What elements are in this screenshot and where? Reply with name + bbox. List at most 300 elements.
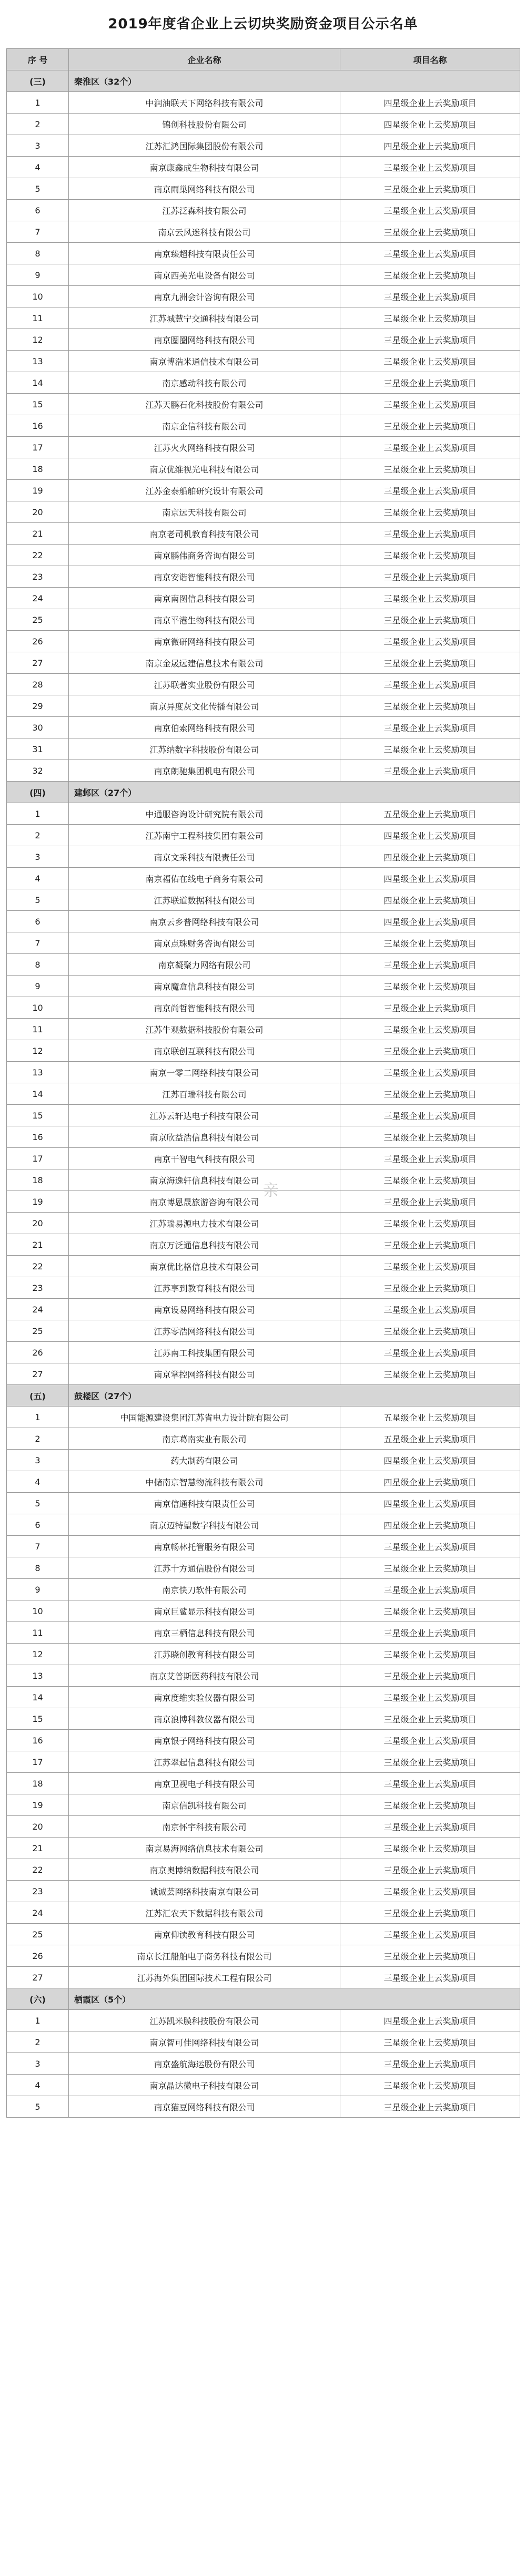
row-index: 9	[7, 1579, 69, 1600]
row-index: 10	[7, 286, 69, 307]
table-row	[7, 954, 520, 976]
section-label: (四)	[7, 782, 69, 803]
table-row	[7, 825, 520, 846]
row-index: 26	[7, 631, 69, 652]
table-row	[7, 1277, 520, 1299]
table-row	[7, 1924, 520, 1945]
row-index: 4	[7, 868, 69, 889]
table-row	[7, 1859, 520, 1881]
table-row	[7, 1945, 520, 1967]
project-name: 三星级企业上云奖励项目	[340, 1536, 520, 1557]
table-row	[7, 437, 520, 458]
project-name: 五星级企业上云奖励项目	[340, 1428, 520, 1450]
project-name: 三星级企业上云奖励项目	[340, 1622, 520, 1644]
company-name: 南京雨巢网络科技有限公司	[69, 178, 340, 200]
company-name: 南京安谐智能科技有限公司	[69, 566, 340, 588]
row-index: 18	[7, 1773, 69, 1794]
company-name: 江苏享到教育科技有限公司	[69, 1277, 340, 1299]
table-row	[7, 2010, 520, 2031]
project-name: 三星级企业上云奖励项目	[340, 157, 520, 178]
row-index: 5	[7, 2096, 69, 2118]
project-name: 三星级企业上云奖励项目	[340, 264, 520, 286]
table-row	[7, 221, 520, 243]
table-row	[7, 372, 520, 394]
company-name: 南京智可佳网络科技有限公司	[69, 2031, 340, 2053]
company-name: 南京福佑在线电子商务有限公司	[69, 868, 340, 889]
project-name: 三星级企业上云奖励项目	[340, 652, 520, 674]
row-index: 32	[7, 760, 69, 782]
table-row	[7, 286, 520, 307]
project-name: 三星级企业上云奖励项目	[340, 1299, 520, 1320]
project-name: 三星级企业上云奖励项目	[340, 674, 520, 695]
project-name: 三星级企业上云奖励项目	[340, 1945, 520, 1967]
company-name: 南京艾普斯医药科技有限公司	[69, 1665, 340, 1687]
table-row	[7, 1126, 520, 1148]
row-index: 6	[7, 1514, 69, 1536]
table-row	[7, 997, 520, 1019]
company-name: 江苏南工科技集团有限公司	[69, 1342, 340, 1363]
company-name: 南京盛航海运股份有限公司	[69, 2053, 340, 2075]
project-name: 三星级企业上云奖励项目	[340, 738, 520, 760]
company-name: 中润油联天下网络科技有限公司	[69, 92, 340, 114]
table-row	[7, 1256, 520, 1277]
project-name: 三星级企业上云奖励项目	[340, 1644, 520, 1665]
table-row	[7, 1579, 520, 1600]
row-index: 19	[7, 1191, 69, 1213]
section-row	[7, 1988, 520, 2010]
project-name: 三星级企业上云奖励项目	[340, 1924, 520, 1945]
table-row	[7, 566, 520, 588]
company-name: 南京欣益浩信息科技有限公司	[69, 1126, 340, 1148]
row-index: 25	[7, 1320, 69, 1342]
row-index: 19	[7, 480, 69, 501]
company-name: 江苏汇鸿国际集团股份有限公司	[69, 135, 340, 157]
row-index: 11	[7, 1622, 69, 1644]
company-name: 南京鹏伟商务咨询有限公司	[69, 545, 340, 566]
table-row	[7, 631, 520, 652]
project-name: 三星级企业上云奖励项目	[340, 1665, 520, 1687]
section-row	[7, 782, 520, 803]
row-index: 15	[7, 394, 69, 415]
table-row	[7, 307, 520, 329]
project-name: 三星级企业上云奖励项目	[340, 609, 520, 631]
row-index: 15	[7, 1708, 69, 1730]
page-title: 2019年度省企业上云切块奖励资金项目公示名单	[108, 16, 418, 32]
row-index: 12	[7, 1644, 69, 1665]
project-name: 三星级企业上云奖励项目	[340, 1859, 520, 1881]
company-name: 南京凝聚力网络有限公司	[69, 954, 340, 976]
row-index: 5	[7, 178, 69, 200]
section-row	[7, 1385, 520, 1407]
project-name: 三星级企业上云奖励项目	[340, 415, 520, 437]
table-row	[7, 1320, 520, 1342]
row-index: 24	[7, 1299, 69, 1320]
row-index: 13	[7, 351, 69, 372]
company-name: 中通服咨询设计研究院有限公司	[69, 803, 340, 825]
company-name: 江苏联道数据科技有限公司	[69, 889, 340, 911]
company-name: 南京浪博科教仪器有限公司	[69, 1708, 340, 1730]
row-index: 9	[7, 264, 69, 286]
row-index: 27	[7, 1363, 69, 1385]
company-name: 南京海逸轩信息科技有限公司	[69, 1169, 340, 1191]
table-row	[7, 889, 520, 911]
project-name: 五星级企业上云奖励项目	[340, 1407, 520, 1428]
table-row	[7, 243, 520, 264]
table-row	[7, 760, 520, 782]
table-row	[7, 717, 520, 738]
row-index: 20	[7, 501, 69, 523]
section-district-name: 秦淮区（32个）	[69, 70, 520, 92]
row-index: 17	[7, 1148, 69, 1169]
table-row	[7, 1536, 520, 1557]
row-index: 22	[7, 545, 69, 566]
project-name: 四星级企业上云奖励项目	[340, 1450, 520, 1471]
table-row	[7, 2053, 520, 2075]
company-name: 南京点珠财务咨询有限公司	[69, 932, 340, 954]
row-index: 30	[7, 717, 69, 738]
project-name: 三星级企业上云奖励项目	[340, 1256, 520, 1277]
table-row	[7, 911, 520, 932]
table-row	[7, 415, 520, 437]
table-row	[7, 1730, 520, 1751]
section-label: (三)	[7, 70, 69, 92]
project-name: 三星级企业上云奖励项目	[340, 2096, 520, 2118]
company-name: 南京优维视光电科技有限公司	[69, 458, 340, 480]
row-index: 12	[7, 1040, 69, 1062]
company-name: 诚诚芸网络科技南京有限公司	[69, 1881, 340, 1902]
row-index: 17	[7, 1751, 69, 1773]
table-row	[7, 1342, 520, 1363]
project-name: 三星级企业上云奖励项目	[340, 351, 520, 372]
project-name: 三星级企业上云奖励项目	[340, 329, 520, 351]
project-name: 三星级企业上云奖励项目	[340, 1019, 520, 1040]
company-name: 南京魔盒信息科技有限公司	[69, 976, 340, 997]
project-name: 三星级企业上云奖励项目	[340, 1751, 520, 1773]
company-name: 江苏城慧宁交通科技有限公司	[69, 307, 340, 329]
row-index: 7	[7, 1536, 69, 1557]
table-row	[7, 1708, 520, 1730]
table-row	[7, 351, 520, 372]
company-name: 江苏云轩达电子科技有限公司	[69, 1105, 340, 1126]
project-name: 三星级企业上云奖励项目	[340, 1708, 520, 1730]
table-row	[7, 1234, 520, 1256]
row-index: 16	[7, 1730, 69, 1751]
row-index: 26	[7, 1945, 69, 1967]
company-name: 南京远天科技有限公司	[69, 501, 340, 523]
project-name: 三星级企业上云奖励项目	[340, 997, 520, 1019]
section-row	[7, 70, 520, 92]
project-name: 五星级企业上云奖励项目	[340, 803, 520, 825]
row-index: 6	[7, 200, 69, 221]
section-label: (五)	[7, 1385, 69, 1407]
company-name: 南京异度灰文化传播有限公司	[69, 695, 340, 717]
project-name: 四星级企业上云奖励项目	[340, 135, 520, 157]
project-name: 三星级企业上云奖励项目	[340, 480, 520, 501]
row-index: 22	[7, 1859, 69, 1881]
project-name: 四星级企业上云奖励项目	[340, 825, 520, 846]
company-name: 南京信凯科技有限公司	[69, 1794, 340, 1816]
project-name: 四星级企业上云奖励项目	[340, 889, 520, 911]
company-name: 南京一零二网络科技有限公司	[69, 1062, 340, 1083]
row-index: 25	[7, 609, 69, 631]
row-index: 21	[7, 523, 69, 545]
row-index: 7	[7, 932, 69, 954]
row-index: 24	[7, 1902, 69, 1924]
project-name: 三星级企业上云奖励项目	[340, 1881, 520, 1902]
company-list-table	[6, 48, 520, 2118]
company-name: 南京掌控网络科技有限公司	[69, 1363, 340, 1385]
company-name: 药大制药有限公司	[69, 1450, 340, 1471]
table-row	[7, 738, 520, 760]
table-row	[7, 1687, 520, 1708]
company-name: 南京三栖信息科技有限公司	[69, 1622, 340, 1644]
company-name: 江苏零浩网络科技有限公司	[69, 1320, 340, 1342]
company-name: 南京迈特望数字科技有限公司	[69, 1514, 340, 1536]
project-name: 三星级企业上云奖励项目	[340, 243, 520, 264]
row-index: 14	[7, 1687, 69, 1708]
table-row	[7, 1213, 520, 1234]
project-name: 三星级企业上云奖励项目	[340, 717, 520, 738]
table-row	[7, 846, 520, 868]
table-row	[7, 803, 520, 825]
company-name: 南京微研网络科技有限公司	[69, 631, 340, 652]
row-index: 25	[7, 1924, 69, 1945]
table-row	[7, 588, 520, 609]
company-name: 江苏凯米膜科技股份有限公司	[69, 2010, 340, 2031]
company-name: 南京云乡普网络科技有限公司	[69, 911, 340, 932]
company-name: 中储南京智慧物流科技有限公司	[69, 1471, 340, 1493]
table-row	[7, 1794, 520, 1816]
row-index: 9	[7, 976, 69, 997]
company-name: 南京银子网络科技有限公司	[69, 1730, 340, 1751]
company-name: 南京感动科技有限公司	[69, 372, 340, 394]
row-index: 1	[7, 92, 69, 114]
company-name: 南京康鑫成生物科技有限公司	[69, 157, 340, 178]
header-company: 企业名称	[69, 49, 340, 70]
project-name: 三星级企业上云奖励项目	[340, 976, 520, 997]
project-name: 三星级企业上云奖励项目	[340, 372, 520, 394]
row-index: 5	[7, 889, 69, 911]
table-row	[7, 1622, 520, 1644]
row-index: 13	[7, 1062, 69, 1083]
row-index: 10	[7, 997, 69, 1019]
company-name: 南京度维实验仪器有限公司	[69, 1687, 340, 1708]
company-name: 南京南图信息科技有限公司	[69, 588, 340, 609]
company-name: 南京西美光电设备有限公司	[69, 264, 340, 286]
company-name: 中国能源建设集团江苏省电力设计院有限公司	[69, 1407, 340, 1428]
project-name: 三星级企业上云奖励项目	[340, 1342, 520, 1363]
row-index: 23	[7, 566, 69, 588]
row-index: 6	[7, 911, 69, 932]
company-name: 江苏十方通信股份有限公司	[69, 1557, 340, 1579]
row-index: 3	[7, 846, 69, 868]
project-name: 三星级企业上云奖励项目	[340, 2031, 520, 2053]
project-name: 三星级企业上云奖励项目	[340, 954, 520, 976]
row-index: 1	[7, 803, 69, 825]
project-name: 三星级企业上云奖励项目	[340, 286, 520, 307]
table-row	[7, 1967, 520, 1988]
company-name: 南京老司机教育科技有限公司	[69, 523, 340, 545]
project-name: 三星级企业上云奖励项目	[340, 588, 520, 609]
row-index: 26	[7, 1342, 69, 1363]
row-index: 21	[7, 1838, 69, 1859]
row-index: 11	[7, 307, 69, 329]
project-name: 三星级企业上云奖励项目	[340, 1213, 520, 1234]
project-name: 三星级企业上云奖励项目	[340, 1816, 520, 1838]
table-row	[7, 609, 520, 631]
row-index: 19	[7, 1794, 69, 1816]
row-index: 31	[7, 738, 69, 760]
table-row	[7, 652, 520, 674]
project-name: 四星级企业上云奖励项目	[340, 846, 520, 868]
project-name: 三星级企业上云奖励项目	[340, 1040, 520, 1062]
table-header-row	[7, 49, 520, 70]
section-district-name: 鼓楼区（27个）	[69, 1385, 520, 1407]
table-row	[7, 1363, 520, 1385]
project-name: 四星级企业上云奖励项目	[340, 1471, 520, 1493]
header-project: 项目名称	[340, 49, 520, 70]
project-name: 三星级企业上云奖励项目	[340, 1600, 520, 1622]
table-row	[7, 178, 520, 200]
table-row	[7, 394, 520, 415]
company-name: 江苏瑞易源电力技术有限公司	[69, 1213, 340, 1234]
table-row	[7, 1600, 520, 1622]
row-index: 23	[7, 1881, 69, 1902]
project-name: 三星级企业上云奖励项目	[340, 437, 520, 458]
table-row	[7, 545, 520, 566]
table-row	[7, 480, 520, 501]
project-name: 三星级企业上云奖励项目	[340, 1838, 520, 1859]
project-name: 三星级企业上云奖励项目	[340, 1148, 520, 1169]
company-name: 南京平港生物科技有限公司	[69, 609, 340, 631]
company-name: 南京联创互联科技有限公司	[69, 1040, 340, 1062]
section-label: (六)	[7, 1988, 69, 2010]
project-name: 三星级企业上云奖励项目	[340, 1363, 520, 1385]
company-name: 南京企信科技有限公司	[69, 415, 340, 437]
section-district-name: 栖霞区（5个）	[69, 1988, 520, 2010]
project-name: 三星级企业上云奖励项目	[340, 2075, 520, 2096]
row-index: 3	[7, 135, 69, 157]
row-index: 22	[7, 1256, 69, 1277]
table-row	[7, 200, 520, 221]
table-row	[7, 458, 520, 480]
table-row	[7, 1644, 520, 1665]
row-index: 2	[7, 1428, 69, 1450]
table-row	[7, 1514, 520, 1536]
table-row	[7, 1105, 520, 1126]
project-name: 四星级企业上云奖励项目	[340, 114, 520, 135]
table-row	[7, 2096, 520, 2118]
company-name: 江苏翠起信息科技有限公司	[69, 1751, 340, 1773]
project-name: 四星级企业上云奖励项目	[340, 1493, 520, 1514]
company-name: 南京圈圈网络科技有限公司	[69, 329, 340, 351]
project-name: 三星级企业上云奖励项目	[340, 1234, 520, 1256]
row-index: 2	[7, 2031, 69, 2053]
row-index: 16	[7, 1126, 69, 1148]
project-name: 三星级企业上云奖励项目	[340, 566, 520, 588]
row-index: 28	[7, 674, 69, 695]
project-name: 四星级企业上云奖励项目	[340, 1514, 520, 1536]
project-name: 三星级企业上云奖励项目	[340, 523, 520, 545]
company-name: 锦创科技股份有限公司	[69, 114, 340, 135]
table-row	[7, 1407, 520, 1428]
row-index: 8	[7, 954, 69, 976]
row-index: 16	[7, 415, 69, 437]
table-row	[7, 1040, 520, 1062]
row-index: 1	[7, 2010, 69, 2031]
row-index: 14	[7, 1083, 69, 1105]
company-name: 南京云风迷科技有限公司	[69, 221, 340, 243]
company-name: 江苏南宁工程科技集团有限公司	[69, 825, 340, 846]
row-index: 21	[7, 1234, 69, 1256]
table-row	[7, 1773, 520, 1794]
company-name: 南京文采科技有限责任公司	[69, 846, 340, 868]
project-name: 三星级企业上云奖励项目	[340, 1277, 520, 1299]
table-row	[7, 1816, 520, 1838]
project-name: 三星级企业上云奖励项目	[340, 221, 520, 243]
project-name: 三星级企业上云奖励项目	[340, 1169, 520, 1191]
table-row	[7, 1902, 520, 1924]
watermark: 亲	[263, 1182, 281, 1200]
table-row	[7, 695, 520, 717]
project-name: 三星级企业上云奖励项目	[340, 1062, 520, 1083]
company-name: 南京设易网络科技有限公司	[69, 1299, 340, 1320]
row-index: 29	[7, 695, 69, 717]
company-name: 南京快刀软件有限公司	[69, 1579, 340, 1600]
row-index: 23	[7, 1277, 69, 1299]
company-name: 南京畅林托管服务有限公司	[69, 1536, 340, 1557]
project-name: 三星级企业上云奖励项目	[340, 1191, 520, 1213]
table-row	[7, 1471, 520, 1493]
project-name: 四星级企业上云奖励项目	[340, 92, 520, 114]
company-name: 江苏牛观数据科技股份有限公司	[69, 1019, 340, 1040]
row-index: 20	[7, 1816, 69, 1838]
company-name: 南京仰读教育科技有限公司	[69, 1924, 340, 1945]
project-name: 三星级企业上云奖励项目	[340, 1557, 520, 1579]
company-name: 江苏天鹏石化科技股份有限公司	[69, 394, 340, 415]
project-name: 四星级企业上云奖励项目	[340, 2010, 520, 2031]
table-row	[7, 1428, 520, 1450]
row-index: 3	[7, 2053, 69, 2075]
company-name: 江苏泛森科技有限公司	[69, 200, 340, 221]
table-row	[7, 501, 520, 523]
company-name: 江苏金泰船舶研究设计有限公司	[69, 480, 340, 501]
project-name: 三星级企业上云奖励项目	[340, 178, 520, 200]
company-name: 南京巨鲨显示科技有限公司	[69, 1600, 340, 1622]
table-row	[7, 1450, 520, 1471]
table-row	[7, 1019, 520, 1040]
company-name: 南京怀宇科技有限公司	[69, 1816, 340, 1838]
row-index: 13	[7, 1665, 69, 1687]
row-index: 4	[7, 1471, 69, 1493]
company-name: 南京晶达微电子科技有限公司	[69, 2075, 340, 2096]
row-index: 2	[7, 825, 69, 846]
table-row	[7, 868, 520, 889]
row-index: 15	[7, 1105, 69, 1126]
company-name: 江苏晓创教育科技有限公司	[69, 1644, 340, 1665]
table-row	[7, 1665, 520, 1687]
company-name: 南京葛南实业有限公司	[69, 1428, 340, 1450]
row-index: 24	[7, 588, 69, 609]
company-name: 南京臻超科技有限责任公司	[69, 243, 340, 264]
row-index: 12	[7, 329, 69, 351]
project-name: 三星级企业上云奖励项目	[340, 1773, 520, 1794]
project-name: 三星级企业上云奖励项目	[340, 394, 520, 415]
row-index: 17	[7, 437, 69, 458]
company-name: 江苏火火网络科技有限公司	[69, 437, 340, 458]
project-name: 三星级企业上云奖励项目	[340, 501, 520, 523]
project-name: 三星级企业上云奖励项目	[340, 695, 520, 717]
